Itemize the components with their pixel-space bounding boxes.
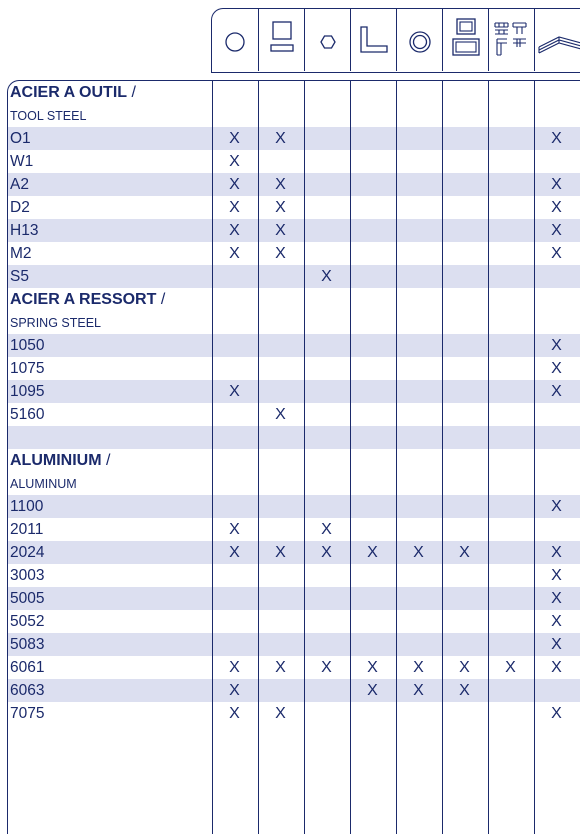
- availability-mark: X: [551, 498, 562, 515]
- availability-mark: X: [229, 245, 240, 262]
- row-label-text: 2011: [10, 521, 44, 538]
- table-row: [8, 334, 580, 357]
- availability-mark: X: [321, 544, 332, 561]
- round-bar-icon: [212, 9, 258, 71]
- row-label-text: 5005: [10, 590, 45, 607]
- availability-mark: X: [275, 705, 286, 722]
- availability-mark: X: [229, 544, 240, 561]
- table-row: [8, 541, 580, 564]
- material-grade: [10, 541, 44, 564]
- material-grade: [10, 518, 43, 541]
- availability-mark: X: [321, 521, 332, 538]
- column-divider: [488, 81, 489, 834]
- availability-mark: X: [367, 659, 378, 676]
- availability-mark: X: [275, 544, 286, 561]
- availability-mark: X: [229, 682, 240, 699]
- row-label-text: S5: [10, 268, 29, 285]
- column-header-tube: [396, 9, 442, 71]
- row-label-text: 1095: [10, 383, 45, 400]
- availability-mark: X: [275, 406, 286, 423]
- tube-icon: [397, 9, 443, 71]
- table-row: [8, 679, 580, 702]
- hexagon-bar-icon: [305, 9, 351, 71]
- material-grade: [10, 380, 44, 403]
- beam-icon: [489, 9, 535, 71]
- table-row: [8, 656, 580, 679]
- row-label-text: ALUMINIUM: [10, 452, 102, 469]
- availability-mark: X: [551, 590, 562, 607]
- availability-mark: X: [321, 659, 332, 676]
- group-heading: [10, 288, 165, 311]
- availability-mark: X: [321, 268, 332, 285]
- material-grade: [10, 196, 30, 219]
- material-grade: [10, 495, 43, 518]
- table-row: [8, 173, 580, 196]
- material-grade: [10, 357, 44, 380]
- availability-mark: X: [229, 659, 240, 676]
- table-row: [8, 702, 580, 725]
- row-label-text: 5160: [10, 406, 45, 423]
- shape-header: [211, 8, 580, 73]
- table-row: [8, 426, 580, 449]
- availability-mark: X: [505, 659, 516, 676]
- material-grade: [10, 265, 29, 288]
- availability-mark: X: [551, 199, 562, 216]
- column-header-round-bar: [212, 9, 258, 71]
- row-label-text: 7075: [10, 705, 45, 722]
- column-divider: [396, 81, 397, 834]
- label-separator: /: [101, 452, 111, 469]
- availability-mark: X: [229, 222, 240, 239]
- group-subheading: [10, 104, 86, 127]
- column-header-flat-bar: [258, 9, 304, 71]
- row-label-text: A2: [10, 176, 29, 193]
- availability-mark: X: [551, 337, 562, 354]
- material-grade: [10, 242, 32, 265]
- material-grade: [10, 564, 44, 587]
- column-header-rectangular-tube: [442, 9, 488, 71]
- row-label-text: 1050: [10, 337, 45, 354]
- column-divider: [212, 81, 213, 834]
- table-row: [8, 150, 580, 173]
- availability-mark: X: [551, 222, 562, 239]
- material-grade: [10, 656, 44, 679]
- availability-mark: X: [459, 682, 470, 699]
- rectangular-tube-icon: [443, 9, 489, 71]
- table-row: [8, 196, 580, 219]
- table-row: [8, 495, 580, 518]
- availability-mark: X: [229, 521, 240, 538]
- material-grade: [10, 173, 29, 196]
- row-label-text: 1100: [10, 498, 44, 515]
- availability-mark: X: [413, 544, 424, 561]
- row-label-text: 6063: [10, 682, 45, 699]
- group-heading-row: [8, 288, 580, 311]
- table-row: [8, 357, 580, 380]
- label-separator: /: [127, 84, 136, 101]
- group-subheading: [10, 311, 101, 334]
- row-label-text: 5052: [10, 613, 45, 630]
- table-row: [8, 265, 580, 288]
- table-row: [8, 403, 580, 426]
- availability-mark: X: [551, 245, 562, 262]
- flat-bar-icon: [259, 9, 305, 71]
- availability-mark: X: [551, 636, 562, 653]
- material-grade: [10, 610, 44, 633]
- table-row: [8, 633, 580, 656]
- availability-mark: X: [551, 176, 562, 193]
- material-grade: [10, 587, 44, 610]
- group-subheading: [10, 472, 77, 495]
- availability-mark: X: [275, 222, 286, 239]
- row-label-text: SPRING STEEL: [10, 316, 101, 330]
- column-header-beam: [488, 9, 534, 71]
- availability-mark: X: [367, 544, 378, 561]
- availability-mark: X: [229, 176, 240, 193]
- table-row: [8, 564, 580, 587]
- material-grade: [10, 633, 44, 656]
- material-grade: [10, 403, 44, 426]
- group-heading: [10, 449, 110, 472]
- availability-mark: X: [275, 245, 286, 262]
- material-grade: [10, 150, 33, 173]
- availability-mark: X: [551, 360, 562, 377]
- availability-mark: X: [229, 153, 240, 170]
- availability-mark: X: [459, 544, 470, 561]
- availability-mark: X: [229, 383, 240, 400]
- availability-mark: X: [459, 659, 470, 676]
- row-label-text: D2: [10, 199, 30, 216]
- row-label-text: ALUMINUM: [10, 477, 77, 491]
- availability-mark: X: [275, 130, 286, 147]
- column-divider: [442, 81, 443, 834]
- material-grade: [10, 219, 38, 242]
- row-label-text: 3003: [10, 567, 45, 584]
- row-label-text: 6061: [10, 659, 45, 676]
- column-divider: [534, 81, 535, 834]
- availability-mark: X: [229, 705, 240, 722]
- column-header-angle: [350, 9, 396, 71]
- row-label-text: ACIER A OUTIL: [10, 84, 128, 101]
- availability-mark: X: [229, 130, 240, 147]
- group-heading: [10, 81, 136, 104]
- availability-mark: X: [367, 682, 378, 699]
- table-row: [8, 127, 580, 150]
- table-row: [8, 242, 580, 265]
- row-label-text: ACIER A RESSORT: [10, 291, 157, 308]
- column-header-hexagon-bar: [304, 9, 350, 71]
- row-label-text: M2: [10, 245, 32, 262]
- availability-mark: X: [413, 659, 424, 676]
- availability-mark: X: [275, 199, 286, 216]
- sheet-icon: [535, 9, 580, 71]
- availability-mark: X: [551, 659, 562, 676]
- row-label-text: 5083: [10, 636, 45, 653]
- row-label-text: 1075: [10, 360, 45, 377]
- group-subheading-row: [8, 104, 580, 127]
- angle-icon: [351, 9, 397, 71]
- column-divider: [350, 81, 351, 834]
- availability-mark: X: [551, 567, 562, 584]
- group-heading-row: [8, 449, 580, 472]
- material-grade: [10, 679, 44, 702]
- material-grade: [10, 334, 44, 357]
- label-separator: /: [156, 291, 166, 308]
- availability-mark: X: [275, 176, 286, 193]
- table-row: [8, 380, 580, 403]
- group-subheading-row: [8, 311, 580, 334]
- column-divider: [258, 81, 259, 834]
- column-header-sheet: [534, 9, 580, 71]
- group-heading-row: [8, 81, 580, 104]
- material-grade: [10, 702, 44, 725]
- table-row: [8, 518, 580, 541]
- row-label-text: TOOL STEEL: [10, 109, 87, 123]
- table-row: [8, 587, 580, 610]
- availability-mark: X: [413, 682, 424, 699]
- table-row: [8, 219, 580, 242]
- group-subheading-row: [8, 472, 580, 495]
- availability-mark: X: [551, 705, 562, 722]
- row-label-text: H13: [10, 222, 39, 239]
- availability-mark: X: [551, 544, 562, 561]
- row-label-text: W1: [10, 153, 34, 170]
- column-divider: [304, 81, 305, 834]
- material-grade: [10, 127, 31, 150]
- availability-mark: X: [551, 383, 562, 400]
- availability-mark: X: [551, 130, 562, 147]
- row-label-text: 2024: [10, 544, 45, 561]
- table-row: [8, 610, 580, 633]
- availability-mark: X: [275, 659, 286, 676]
- row-label-text: O1: [10, 130, 31, 147]
- availability-mark: X: [551, 613, 562, 630]
- availability-mark: X: [229, 199, 240, 216]
- material-table: [7, 80, 580, 834]
